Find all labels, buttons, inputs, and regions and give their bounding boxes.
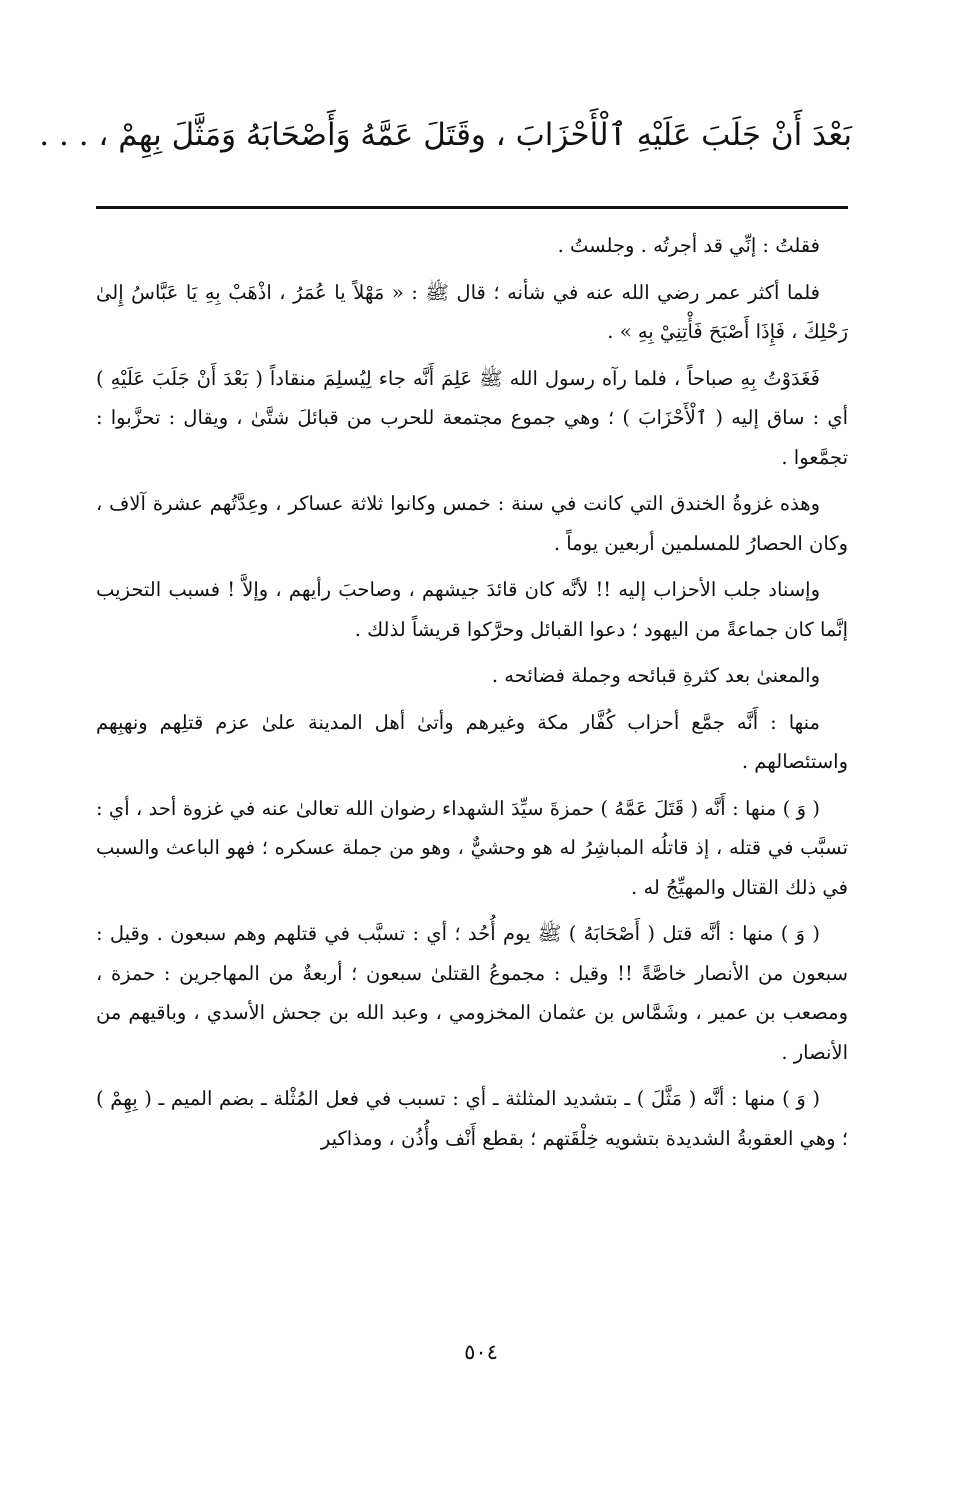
paragraph: ( وَ ) منها : أنَّه ( مَثَّلَ ) ـ بتشديد المثلثة ـ أي : تسبب في فعل المُثْلة ـ بضم الميم ـ ( بِهِمْ ) ؛ وهي العقوبةُ الشديدة بتشويه خِلْقَتهم ؛ بقطع أَنْف وأُذُن ، ومذاكير — [96, 1087, 848, 1150]
paragraph: فلما أكثر عمر رضي الله عنه في شأنه ؛ قال ﷺ : « مَهْلاً يا عُمَرُ ، اذْهَبْ بِهِ يَا عَبَّاسُ إِلىٰ رَحْلِكَ ، فَإِذَا أَصْبَحَ فَأْتِنِيْ بِهِ » . — [96, 280, 848, 343]
paragraph: ( وَ ) منها : أَنَّه ( قَتَلَ عَمَّهُ ) حمزةَ سيِّدَ الشهداء رضوان الله تعالىٰ عنه في غزوة أحد ، أي : تسبَّب في قتله ، إذ قاتلُه المباشِرُ له هو وحشيٌّ ، وهو من جملة عسكره ؛ فهو الباعث والسبب في ذلك القتال والمهيِّجُ له . — [96, 796, 848, 899]
paragraph: ( وَ ) منها : أنَّه قتل ( أَصْحَابَهُ ) ﷺ يوم أُحُد ؛ أي : تسبَّب في قتلهم وهم سبعون . وقيل : سبعون من الأنصار خاصَّةً !! وقيل : مجموعُ القتلىٰ سبعون ؛ أربعةٌ من المهاجرين : حمزة ، ومصعب بن عمير ، وشَمَّاس بن عثمان المخزومي ، وعبد الله بن جحش الأسدي ، وباقيهم من الأنصار . — [96, 922, 848, 1064]
paragraph: فَغَدَوْتُ بِهِ صباحاً ، فلما رآه رسول الله ﷺ عَلِمَ أَنَّه جاء لِيُسلِمَ منقاداً ( بَعْدَ أَنْ جَلَبَ عَلَيْهِ ) أي : ساق إليه ( ٱلْأَحْزَابَ ) ؛ وهي جموع مجتمعة للحرب من قبائلَ شتَّىٰ ، ويقال : تحزَّبوا : تجمَّعوا . — [96, 366, 848, 469]
paragraph: فقلتُ : إنِّي قد أجرتُه . وجلستُ . — [557, 234, 820, 257]
commentary-body — [96, 226, 848, 1165]
separator-rule — [96, 206, 848, 209]
page-number: ٥٠٤ — [464, 1340, 498, 1364]
paragraph: والمعنىٰ بعد كثرةِ قبائحه وجملة فضائحه . — [491, 664, 820, 687]
paragraph: وهذه غزوةُ الخندق التي كانت في سنة : خمس وكانوا ثلاثة عساكر ، وعِدَّتُهم عشرة آلاف ، وكان الحصارُ للمسلمين أربعين يوماً . — [96, 492, 848, 555]
verse-header: بَعْدَ أَنْ جَلَبَ عَلَيْهِ ٱلْأَحْزَابَ ، وقَتَلَ عَمَّهُ وَأَصْحَابَهُ وَمَثَّلَ بِهِمْ ، . . . — [39, 117, 852, 153]
paragraph: وإسناد جلب الأحزاب إليه !! لأنَّه كان قائدَ جيشهم ، وصاحبَ رأيهم ، وإلاَّ ! فسبب التحزيب إنَّما كان جماعةً من اليهود ؛ دعوا القبائل وحرَّكوا قريشاً لذلك . — [96, 578, 848, 641]
paragraph: منها : أَنَّه جمَّع أحزاب كُفَّار مكة وغيرهم وأتىٰ أهل المدينة علىٰ عزم قتلِهم ونهبِهم واستئصالهم . — [96, 710, 848, 773]
